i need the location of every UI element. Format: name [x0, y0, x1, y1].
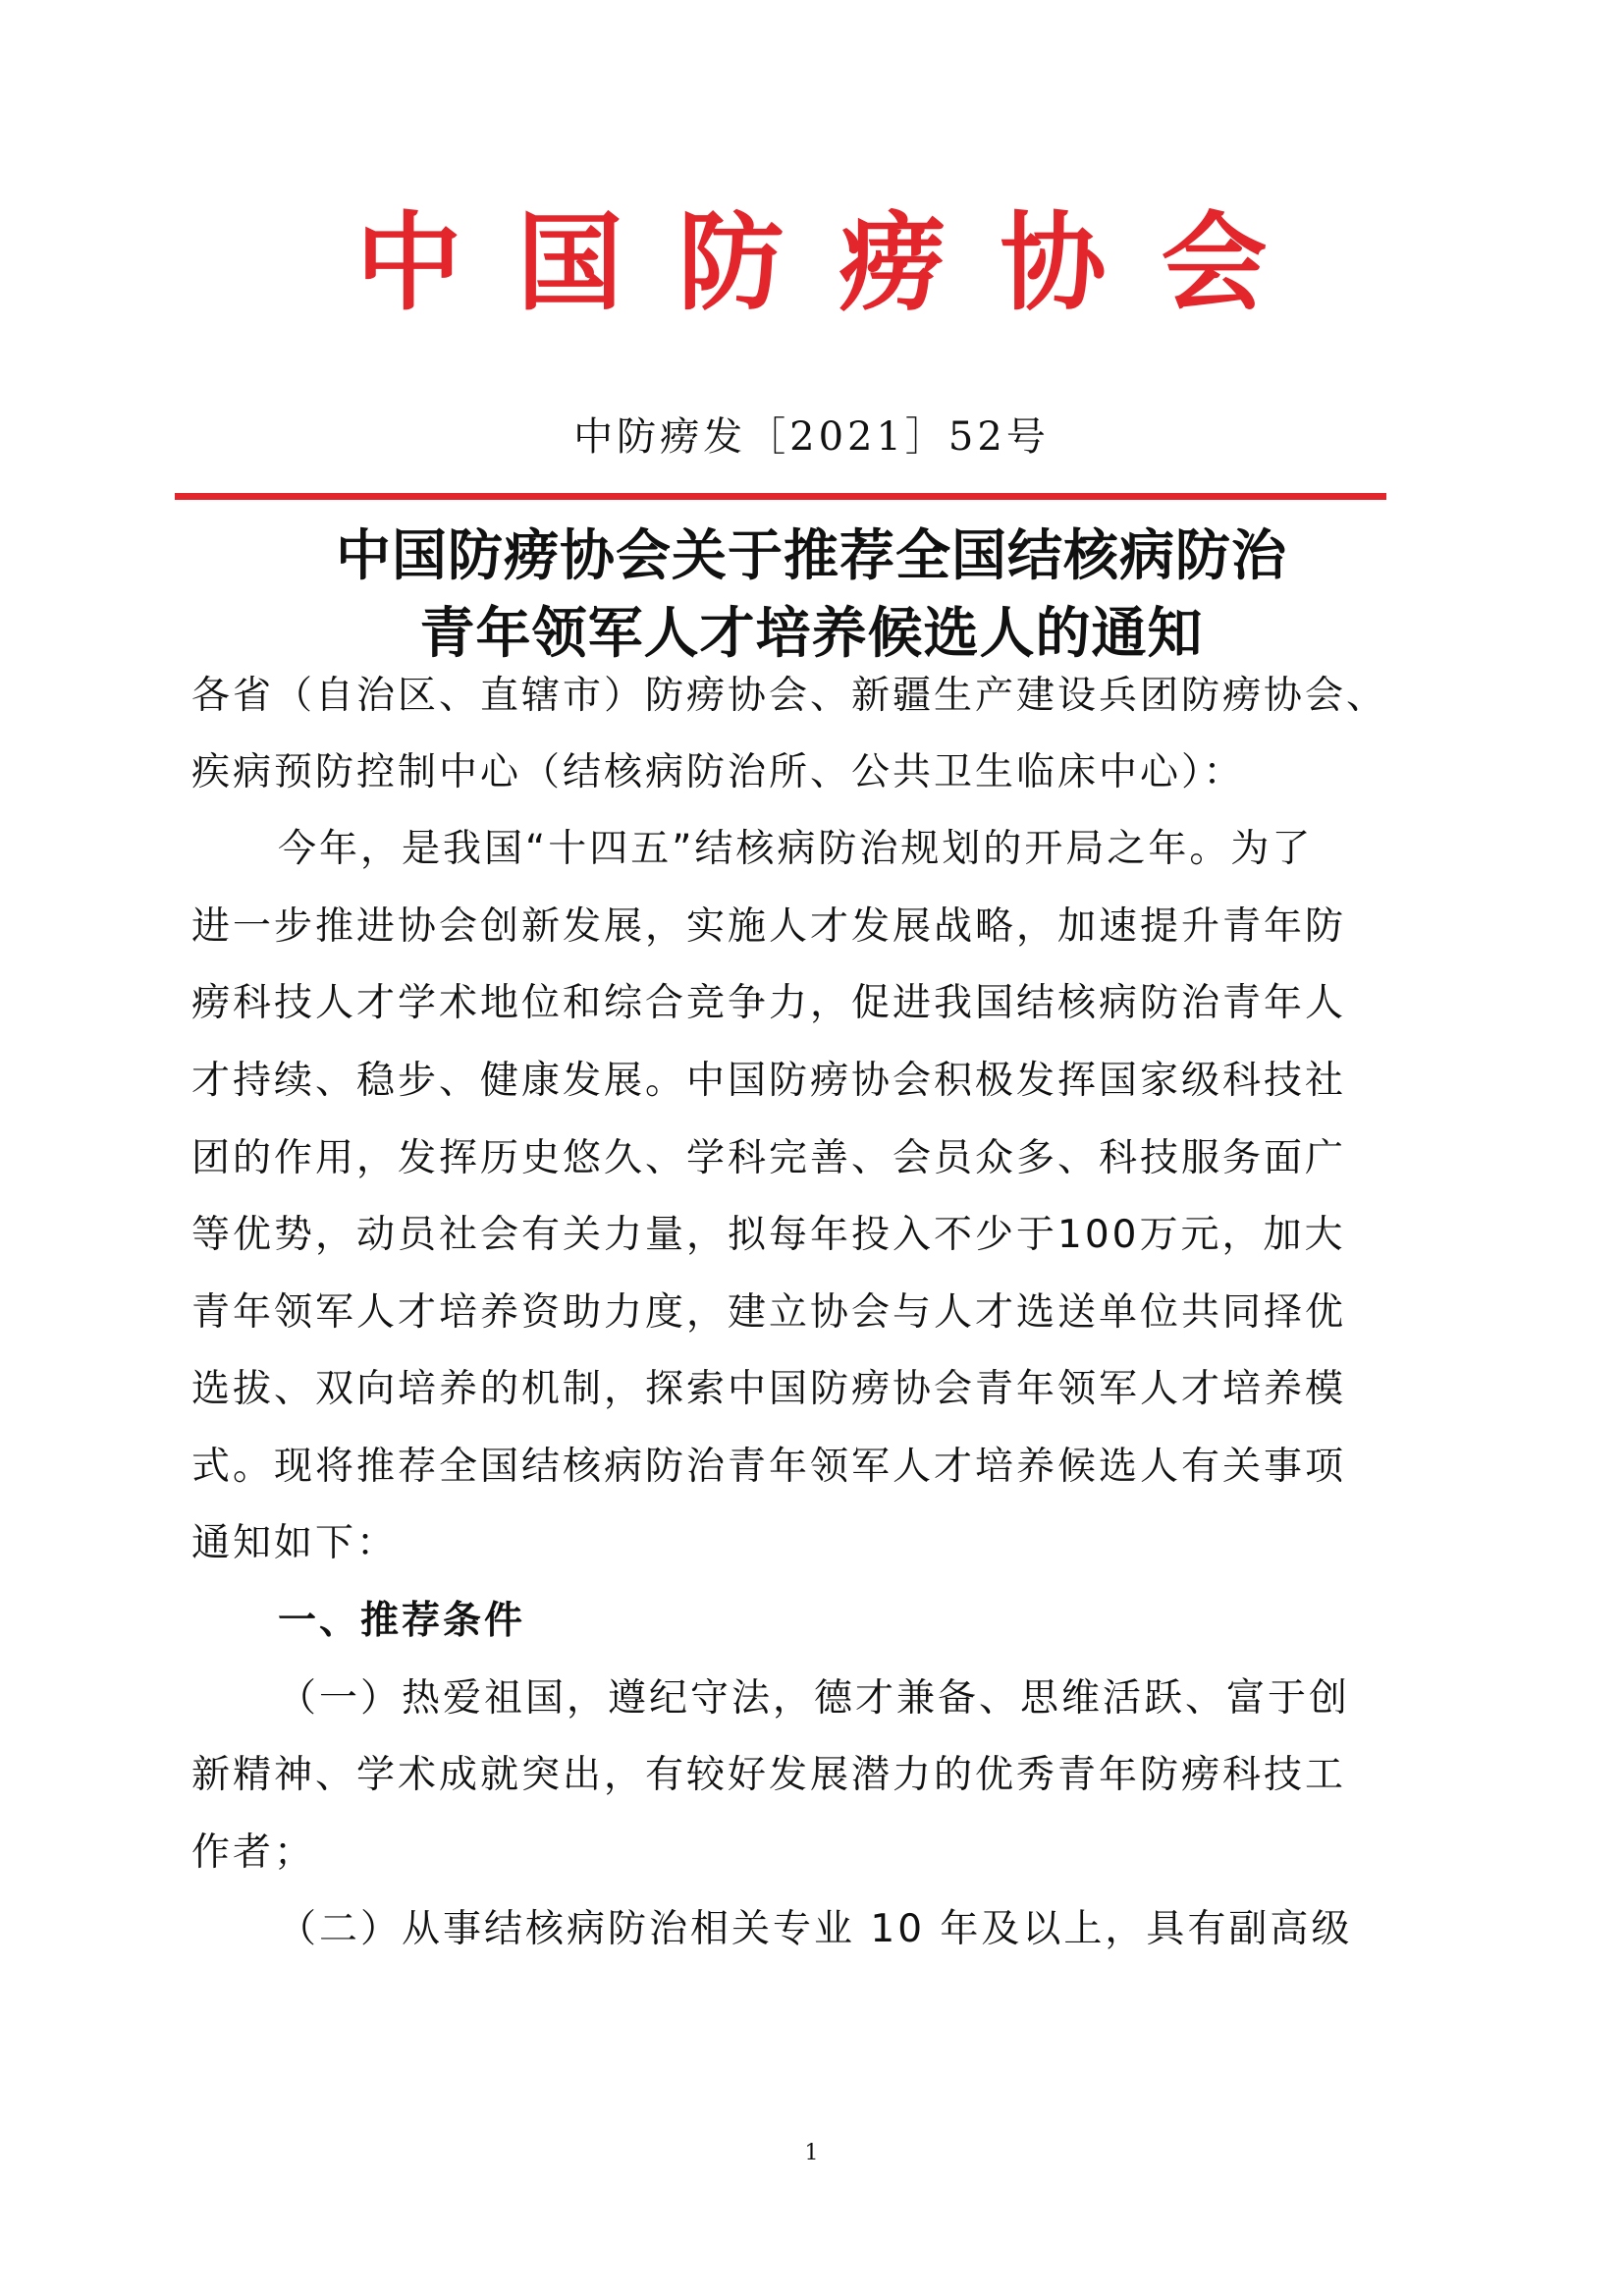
paragraph-line: 今年，是我国“十四五”结核病防治规划的开局之年。为了 [278, 827, 1314, 871]
paragraph-line: （二）从事结核病防治相关专业 10 年及以上，具有副高级 [278, 1907, 1353, 1951]
masthead-title: 中国防痨协会 [355, 202, 1323, 325]
paragraph-line: 新精神、学术成就突出，有较好发展潜力的优秀青年防痨科技工 [191, 1753, 1347, 1797]
paragraph-line: 通知如下： [191, 1521, 399, 1565]
paragraph-line: 式。现将推荐全国结核病防治青年领军人才培养候选人有关事项 [191, 1445, 1347, 1489]
addressee-line-1: 各省（自治区、直辖市）防痨协会、新疆生产建设兵团防痨协会、 [191, 674, 1388, 718]
notice-title-line-2: 青年领军人才培养候选人的通知 [419, 601, 1204, 666]
paragraph-line: 作者； [191, 1831, 316, 1875]
notice-title-line-1: 中国防痨协会关于推荐全国结核病防治 [336, 523, 1287, 588]
paragraph-line: 等优势，动员社会有关力量，拟每年投入不少于100万元，加大 [191, 1213, 1346, 1257]
paragraph-line: （一）热爱祖国，遵纪守法，德才兼备、思维活跃、富于创 [278, 1676, 1351, 1721]
paragraph-line: 青年领军人才培养资助力度，建立协会与人才选送单位共同择优 [191, 1290, 1347, 1335]
paragraph-line: 团的作用，发挥历史悠久、学科完善、会员众多、科技服务面广 [191, 1136, 1347, 1180]
document-number: 中防痨发［2021］52号 [573, 414, 1050, 460]
page-number: 1 [804, 2141, 819, 2165]
paragraph-line: 才持续、稳步、健康发展。中国防痨协会积极发挥国家级科技社 [191, 1059, 1347, 1103]
section-heading: 一、推荐条件 [278, 1599, 526, 1643]
paragraph-line: 选拔、双向培养的机制，探索中国防痨协会青年领军人才培养模 [191, 1367, 1347, 1411]
paragraph-line: 痨科技人才学术地位和综合竞争力，促进我国结核病防治青年人 [191, 981, 1347, 1025]
paragraph-line: 进一步推进协会创新发展，实施人才发展战略，加速提升青年防 [191, 904, 1347, 949]
addressee-line-2: 疾病预防控制中心（结核病防治所、公共卫生临床中心）： [191, 750, 1245, 794]
red-divider-rule [175, 493, 1386, 500]
